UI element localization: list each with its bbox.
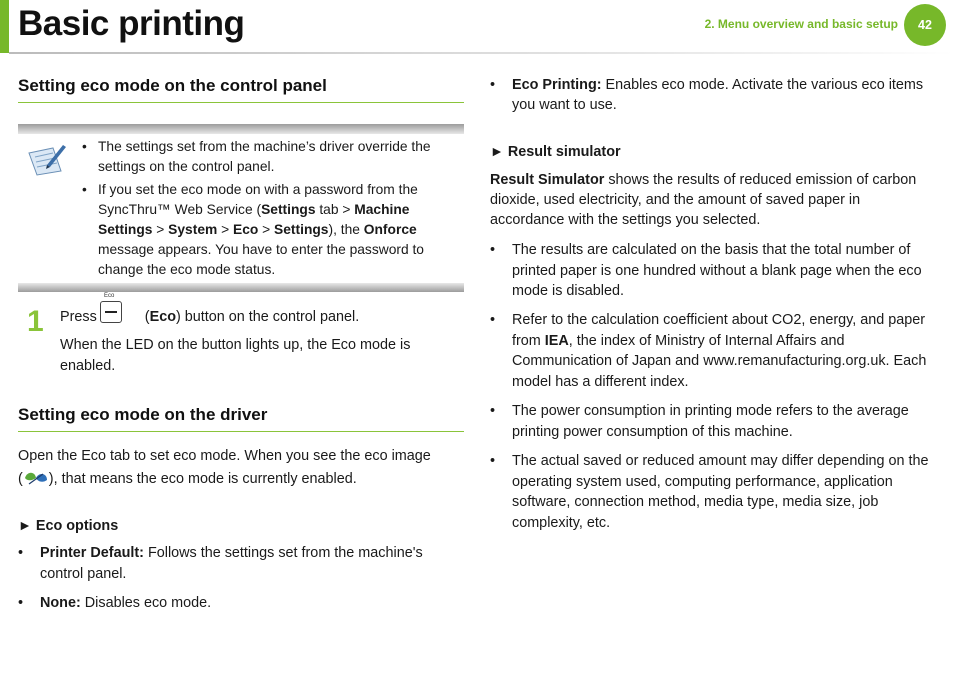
section-rule — [18, 431, 464, 432]
driver-intro-line2: ( ), that means the eco mode is currently enabled. — [18, 471, 357, 487]
step-text: Press (Eco) button on the control panel. — [60, 309, 360, 325]
page-number-badge: 42 — [904, 4, 946, 46]
driver-intro-line1: Open the Eco tab to set eco mode. When you see the eco image — [18, 448, 431, 464]
section-title-driver: Setting eco mode on the driver — [18, 405, 268, 424]
chapter-link[interactable]: 2. Menu overview and basic setup — [704, 17, 898, 31]
note-bullet-1: • The settings set from the machine’s driver override the settings on the control panel. — [82, 139, 431, 174]
list-item: • Refer to the calculation coefficient about CO2, energy, and paper from IEA, the index of Ministry of Internal Affairs and Communication of Japan and www.remanufacturing.org.uk. Each model has a different index. — [490, 312, 927, 390]
header-divider — [9, 52, 953, 54]
list-item: • The power consumption in printing mode refers to the average printing power consumption of this machine. — [490, 403, 909, 440]
section-title-control-panel: Setting eco mode on the control panel — [18, 76, 327, 95]
note-bullet-2: • If you set the eco mode on with a password from the SyncThru™ Web Service (Settings tab > Machine Settings > System > Eco > Settings), the Onforce message appears. You have to enter the password to change the eco mode status. — [82, 182, 424, 277]
eco-options-heading: ► Eco options — [18, 517, 119, 534]
result-simulator-paragraph: Result Simulator shows the results of reduced emission of carbon dioxide, used electricity, and the amount of saved paper in accordance with the settings you selected. — [490, 172, 917, 228]
list-item: • Eco Printing: Enables eco mode. Activate the various eco items you want to use. — [490, 77, 924, 113]
result-simulator-heading: ► Result simulator — [490, 143, 621, 160]
page-title: Basic printing — [18, 4, 245, 43]
list-item: • The results are calculated on the basis that the total number of printed paper is one hundred without a blank page when the eco mode is disabled. — [490, 242, 922, 299]
header-accent-bar — [0, 0, 9, 53]
pencil-note-icon — [27, 141, 67, 177]
note-box-top-border — [18, 124, 464, 134]
list-item: • The actual saved or reduced amount may differ depending on the operating system used, computing performance, application software, connection method, media type, media size, job complexity, etc. — [490, 453, 929, 531]
eco-button-caption: Eco — [104, 293, 115, 299]
list-item: • None: Disables eco mode. — [18, 595, 212, 611]
step-number: 1 — [27, 305, 44, 338]
note-box-bottom-border — [18, 283, 464, 292]
section-rule — [18, 102, 464, 103]
eco-leaf-icon — [23, 470, 49, 486]
list-item: • Printer Default: Follows the settings set from the machine's control panel. — [18, 545, 423, 582]
step-line2: When the LED on the button lights up, the Eco mode is enabled. — [60, 337, 411, 374]
eco-button-icon — [100, 301, 122, 323]
